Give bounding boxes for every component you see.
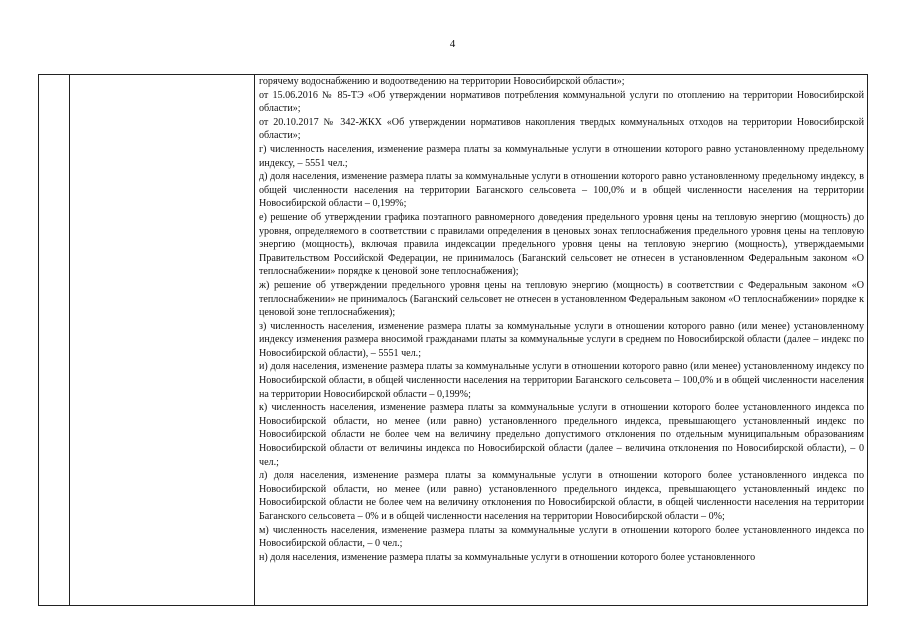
paragraph: д) доля населения, изменение размера платы за коммунальные услуги в отношении которого равно установленному предельному индексу, в общей численности населения на территории Баганского сельсовета – 100,0% и в общей численности населения на территории Новосибирской области – 0,199%; <box>259 171 864 210</box>
paragraph: з) численность населения, изменение размера платы за коммунальные услуги в отношении которого равно (или менее) установленному индексу изменения размера вносимой гражданами платы за коммунальные услуги в среднем по Новосибирской области (далее – индекс по Новосибирской области), – 5551 чел.; <box>259 320 864 359</box>
document-table <box>38 74 868 606</box>
paragraph: г) численность населения, изменение размера платы за коммунальные услуги в отношении которого равно установленному предельному индексу, – 5551 чел.; <box>259 143 864 169</box>
paragraph: ж) решение об утверждении предельного уровня цены на тепловую энергию (мощность) в соответствии с Федеральным законом «О теплоснабжении» не принималось (Баганский сельсовет не отнесен в установленном Федеральным законом «О теплоснабжении» порядке к ценовой зоне теплоснабжения); <box>259 279 864 319</box>
paragraph: горячему водоснабжению и водоотведению на территории Новосибирской области»; <box>259 76 625 87</box>
paragraph: л) доля населения, изменение размера платы за коммунальные услуги в отношении которого более установленного индекса по Новосибирской области, но менее (или равно) установленного предельного индекса, превышающего установленный индекс по Новосибирской области не более чем на величину отклонения по Новосибирской области, в общей численности населения на территории Баганского сельсовета – 0% и в общей численности населения на территории Новосибирской области – 0%; <box>259 470 864 522</box>
paragraph: е) решение об утверждении графика поэтапного равномерного доведения предельного уровня цены на тепловую энергию (мощность) до уровня, определяемого в соответствии с правилами определения в ценовых зонах теплоснабжения предельного уровня цены на тепловую энергию (мощность), включая правила индексации предельного уровня цены на тепловую энергию (мощность), утверждаемыми Правительством Российской Федерации, не принималось (Баганский сельсовет не отнесен в установленном Федеральным законом «О теплоснабжении» порядке к ценовой зоне теплоснабжения); <box>259 211 864 278</box>
paragraph: к) численность населения, изменение размера платы за коммунальные услуги в отношении которого более установленного индекса по Новосибирской области, но менее (или равно) установленного предельного индекса, превышающего установленный индекс по Новосибирской области не более чем на величину предельно допустимого отклонения по отдельным муниципальным образованиям Новосибирской области от величины индекса по Новосибирской области (далее – величина отклонения по Новосибирской области), – 0 чел.; <box>259 402 864 468</box>
paragraph: м) численность населения, изменение размера платы за коммунальные услуги в отношении которого более установленного индекса по Новосибирской области, – 0 чел.; <box>259 524 864 550</box>
table-column-number <box>39 75 70 605</box>
page-number: 4 <box>449 38 456 50</box>
paragraph: от 15.06.2016 № 85-ТЭ «Об утверждении нормативов потребления коммунальной услуги по отоплению на территории Новосибирской области»; <box>259 89 864 115</box>
paragraph: н) доля населения, изменение размера платы за коммунальные услуги в отношении которого более установленного <box>259 551 756 563</box>
paragraph: от 20.10.2017 № 342-ЖКХ «Об утверждении нормативов накопления твердых коммунальных отходов на территории Новосибирской области»; <box>259 116 864 142</box>
paragraph: и) доля населения, изменение размера платы за коммунальные услуги в отношении которого равно (или менее) установленному индексу по Новосибирской области, в общей численности населения на территории Баганского сельсовета – 100,0% и в общей численности населения на территории Новосибирской области – 0,199%; <box>259 361 864 400</box>
table-column-content <box>255 75 867 605</box>
table-column-name <box>70 75 255 605</box>
